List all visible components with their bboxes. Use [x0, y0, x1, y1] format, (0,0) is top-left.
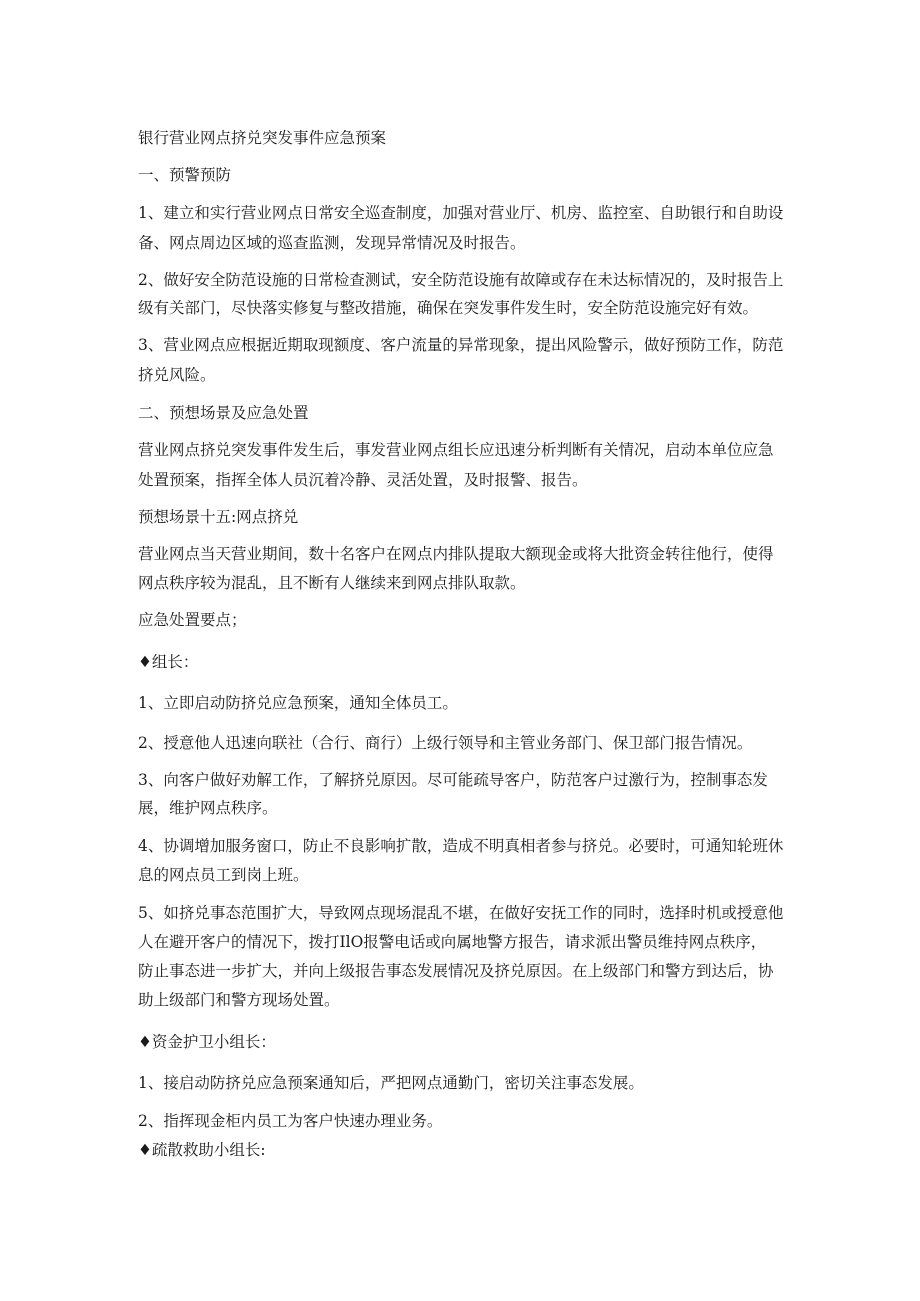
paragraph-line: 息的网点员工到岗上班。 [138, 866, 309, 884]
paragraph-line: 4、协调增加服务窗口，防止不良影响扩散，造成不明真相者参与挤兑。必要时，可通知轮班休 [138, 837, 784, 855]
paragraph-line: 级有关部门，尽快落实修复与整改措施，确保在突发事件发生时，安全防范设施完好有效。 [138, 299, 759, 317]
paragraph-line: 2、做好安全防范设施的日常检查测试，安全防范设施有故障或存在未达标情况的，及时报告上 [138, 271, 784, 289]
paragraph-line: 2、指挥现金柜内员工为客户快速办理业务。 [138, 1112, 443, 1130]
paragraph-line: 营业网点当天营业期间，数十名客户在网点内排队提取大额现金或将大批资金转往他行，使得 [138, 545, 774, 563]
role-heading-leader: ♦组长： [138, 653, 199, 671]
key-points-heading: 应急处置要点； [138, 611, 247, 629]
paragraph-line: 3、向客户做好劝解工作，了解挤兑原因。尽可能疏导客户，防范客户过激行为，控制事态发 [138, 771, 768, 789]
paragraph-line: 展，维护网点秩序。 [138, 799, 278, 817]
role-heading-evacuation: ♦疏散救助小组长: [138, 1141, 266, 1159]
scenario-title: 预想场景十五:网点挤兑 [138, 508, 299, 526]
paragraph-line: 助上级部门和警方现场处置。 [138, 991, 340, 1009]
paragraph-line: 网点秩序较为混乱，且不断有人继续来到网点排队取款。 [138, 574, 526, 592]
paragraph-line: 处置预案，指挥全体人员沉着冷静、灵活处置，及时报警、报告。 [138, 471, 588, 489]
paragraph-line: 5、如挤兑事态范围扩大，导致网点现场混乱不堪，在做好安抚工作的同时，选择时机或授意他 [138, 904, 784, 922]
paragraph-line: 挤兑风险。 [138, 366, 216, 384]
paragraph-line: 1、立即启动防挤兑应急预案，通知全体员工。 [138, 694, 458, 712]
paragraph-line: 1、接启动防挤兑应急预案通知后，严把网点通勤门，密切关注事态发展。 [138, 1074, 644, 1092]
paragraph-line: 防止事态进一步扩大，并向上级报告事态发展情况及挤兑原因。在上级部门和警方到达后，协 [138, 962, 774, 980]
section-heading-warning: 一、预警预防 [138, 166, 232, 184]
paragraph-line: 备、网点周边区域的巡查监测，发现异常情况及时报告。 [138, 234, 526, 252]
paragraph-line: 人在避开客户的情况下，拨打IlO报警电话或向属地警方报告，请求派出警员维持网点秩序， [138, 933, 767, 951]
paragraph-line: 营业网点挤兑突发事件发生后，事发营业网点组长应迅速分析判断有关情况，启动本单位应急 [138, 441, 774, 459]
paragraph-line: 3、营业网点应根据近期取现额度、客户流量的异常现象，提出风险警示，做好预防工作，防范 [138, 336, 784, 354]
document-title: 银行营业网点挤兑突发事件应急预案 [138, 129, 387, 147]
paragraph-line: 2、授意他人迅速向联社（合行、商行）上级行领导和主管业务部门、保卫部门报告情况。 [138, 734, 753, 752]
section-heading-scenario: 二、预想场景及应急处置 [138, 404, 309, 422]
paragraph-line: 1、建立和实行营业网点日常安全巡查制度，加强对营业厅、机房、监控室、自助银行和自助设 [138, 204, 784, 222]
role-heading-fund-guard: ♦资金护卫小组长： [138, 1033, 276, 1051]
